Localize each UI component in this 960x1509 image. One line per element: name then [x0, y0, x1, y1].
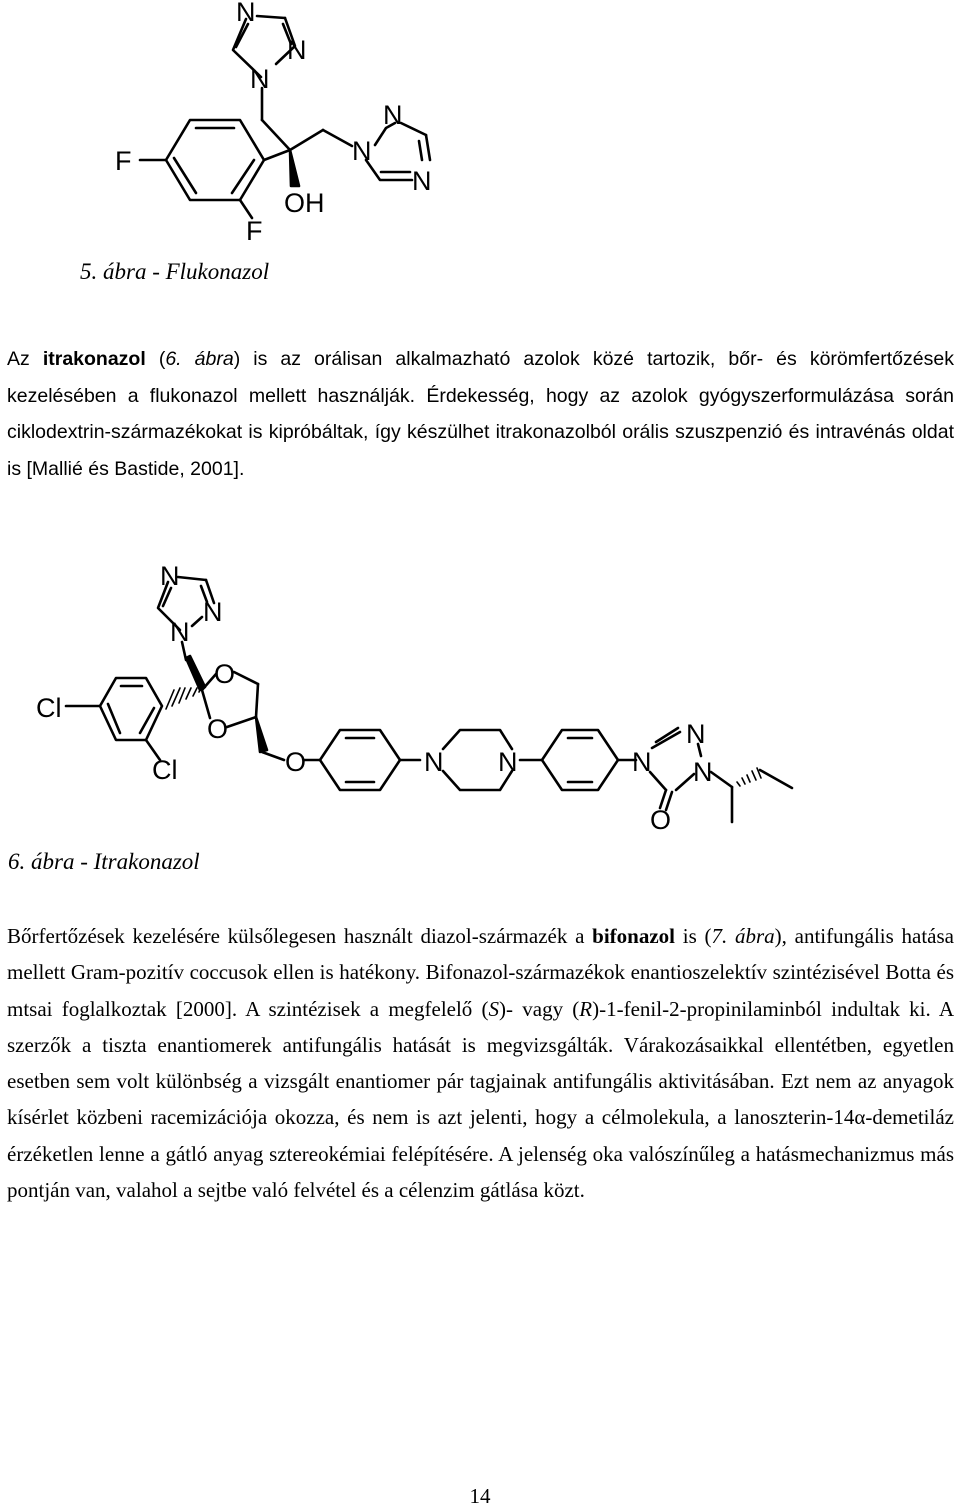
page-number: 14	[469, 1484, 491, 1508]
atom-n: N	[160, 561, 180, 591]
atom-n: N	[236, 0, 256, 27]
figure-5-caption: 5. ábra - Flukonazol	[80, 259, 270, 284]
atom-cl: Cl	[152, 755, 178, 785]
paragraph-bifonazole: Bőrfertőzések kezelésére külsőlegesen használt diazol-származék a bifonazol is (7. ábra), antifungális hatása mellett Gram-pozitív coccusok ellen is hatékony. Bifonazol-származékok enantioszelektív szintézisével Botta és mtsai foglalkoztak [2000]. A szintézisek a megfelelő (S)- vagy (R)-1-fenil-2-propinilaminból indultak ki. A szerzők a tiszta enantiomerek antifungális hatását is megvizsgálták. Várakozásaikkal ellentétben, egyetlen esetben sem volt különbség a vizsgált enantiomer pár tagjainak antifungális aktivitásában. Ezt nem az anyagok kísérlet közbeni racemizációja okozza, és nem is azt jelenti, hogy a célmolekula, a lanoszterin-14α-demetiláz érzéketlen lenne a gátló anyag sztereokémiai felépítésére. A jelenség oka valószínűleg a hatásmechanizmus más pontján van, valahol a sejtbe való felvétel és a célenzim gátlása közt.	[7, 924, 954, 1203]
atom-cl: Cl	[36, 693, 62, 723]
atom-o: O	[285, 747, 307, 777]
atom-n: N	[412, 166, 432, 196]
atom-n: N	[424, 747, 444, 777]
drug-name: itrakonazol	[42, 348, 146, 370]
atom-oh: OH	[284, 188, 325, 218]
figure-reference: 7. ábra	[711, 924, 775, 948]
stereo-descriptor: S	[488, 996, 500, 1021]
atom-o: O	[650, 805, 672, 835]
drug-name: bifonazol	[592, 924, 675, 948]
atom-n: N	[352, 136, 372, 166]
itraconazole-structure	[0, 550, 960, 840]
figure-6-caption: 6. ábra - Itrakonazol	[8, 849, 200, 874]
atom-n: N	[170, 617, 190, 647]
paragraph-itraconazole: Az itrakonazol (6. ábra) is az orálisan alkalmazható azolok közé tartozik, bőr- és körömfertőzések kezelésében a flukonazol mellett használják. Érdekesség, hogy az azolok gyógyszerformulázása során ciklodextrin-származékokat is kipróbáltak, így készülhet itrakonazolból orális szuszpenzió és intravénás oldat is [Mallié és Bastide, 2001].	[7, 348, 954, 480]
atom-n: N	[498, 747, 518, 777]
atom-n: N	[383, 100, 403, 130]
stereo-descriptor: R	[579, 996, 593, 1021]
atom-n: N	[203, 597, 223, 627]
figure-reference: 6. ábra	[165, 348, 234, 370]
atom-o: O	[214, 659, 236, 689]
atom-n: N	[686, 719, 706, 749]
atom-f: F	[115, 146, 132, 176]
atom-n: N	[632, 747, 652, 777]
atom-n: N	[287, 35, 307, 65]
atom-o: O	[207, 714, 229, 744]
atom-f: F	[246, 216, 263, 246]
atom-n: N	[250, 64, 270, 94]
atom-n: N	[693, 757, 713, 787]
fluconazole-structure	[0, 0, 960, 250]
